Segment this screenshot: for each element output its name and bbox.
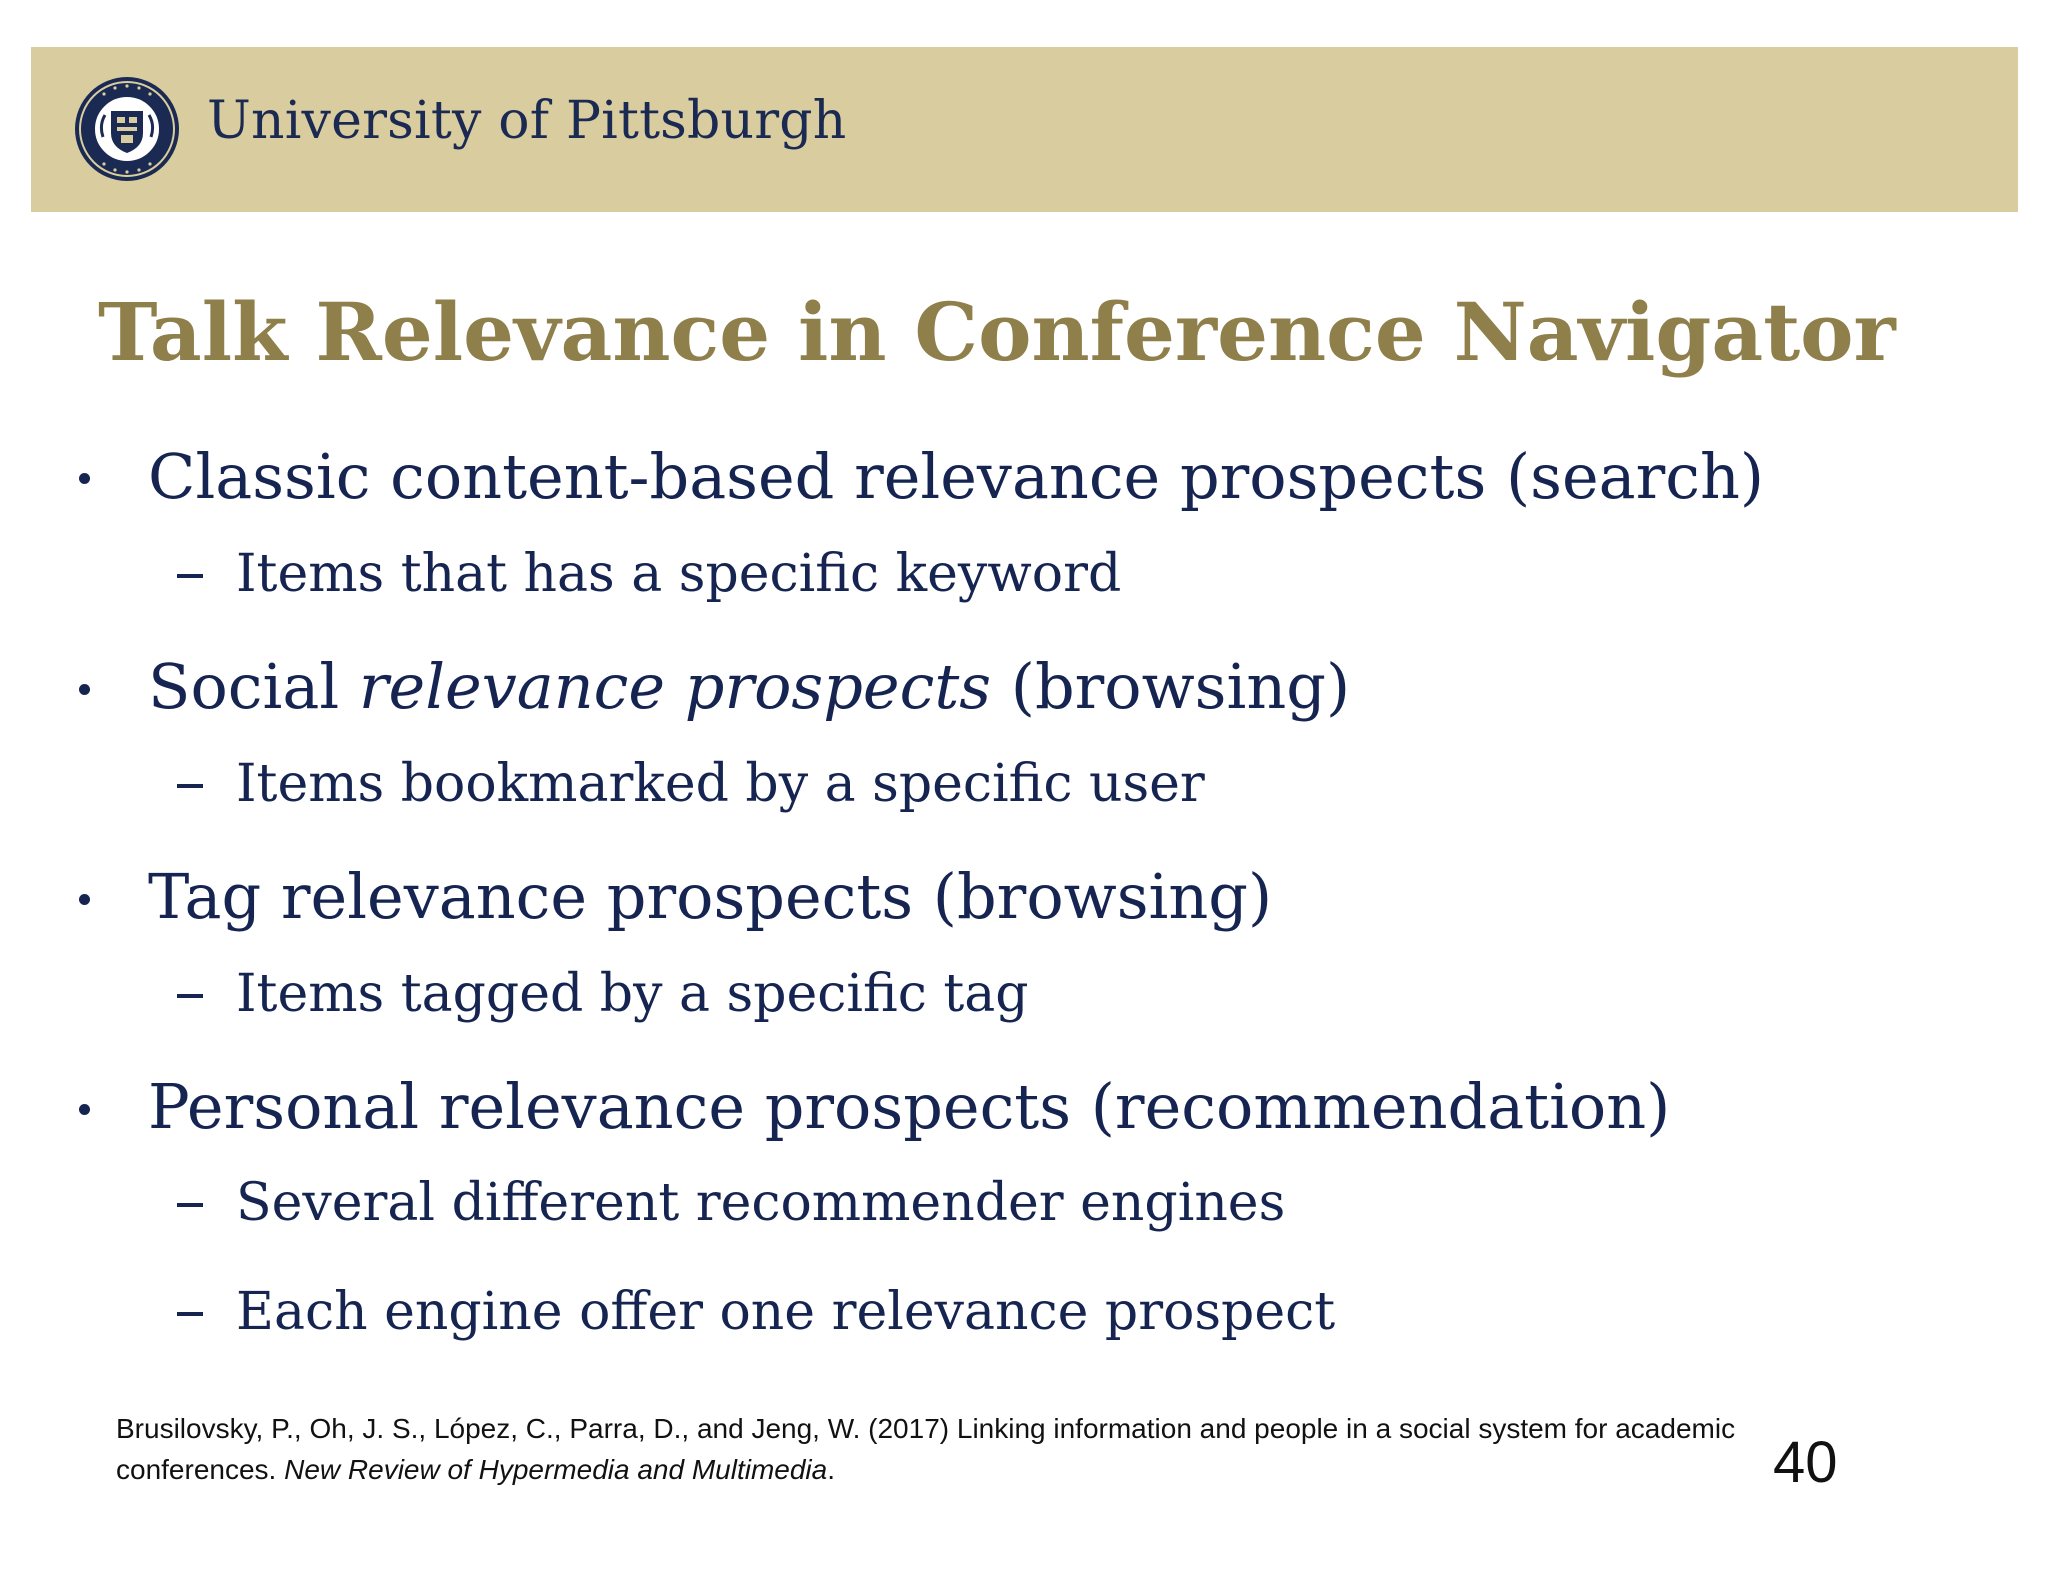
citation-end: . bbox=[827, 1454, 836, 1485]
citation-text: Brusilovsky, P., Oh, J. S., López, C., Parra, D., and Jeng, W. (2017) Linking information and people in a social system for academic conferences. bbox=[116, 1413, 1736, 1485]
citation bbox=[116, 1408, 1796, 1490]
bullet-marker bbox=[79, 894, 90, 905]
bullet-text-after: (browsing) bbox=[991, 650, 1351, 723]
bullet-marker bbox=[79, 473, 90, 484]
slide-title: Talk Relevance in Conference Navigator bbox=[98, 285, 1896, 379]
bullet-item: Personal relevance prospects (recommendation) bbox=[148, 1070, 1671, 1143]
sub-bullet-marker bbox=[177, 574, 203, 578]
bullet-marker bbox=[79, 684, 90, 695]
sub-bullet-item: Items tagged by a specific tag bbox=[236, 964, 1029, 1024]
bullet-marker bbox=[79, 1104, 90, 1115]
sub-bullet-marker bbox=[177, 1312, 203, 1316]
university-name: University of Pittsburgh bbox=[207, 91, 847, 151]
bullet-item: Classic content-based relevance prospects (search) bbox=[148, 440, 1765, 513]
citation-journal: New Review of Hypermedia and Multimedia bbox=[284, 1454, 828, 1485]
sub-bullet-item: Items bookmarked by a specific user bbox=[236, 754, 1205, 814]
sub-bullet-item: Items that has a specific keyword bbox=[236, 544, 1122, 604]
bullet-text-before: Social bbox=[148, 650, 359, 723]
sub-bullet-marker bbox=[177, 784, 203, 788]
sub-bullet-item: Each engine offer one relevance prospect bbox=[236, 1282, 1336, 1342]
sub-bullet-marker bbox=[177, 994, 203, 998]
bullet-item: Tag relevance prospects (browsing) bbox=[148, 860, 1273, 933]
sub-bullet-item: Several different recommender engines bbox=[236, 1173, 1286, 1233]
bullet-text-italic: relevance prospects bbox=[358, 650, 992, 723]
page-number: 40 bbox=[1773, 1430, 1838, 1495]
sub-bullet-marker bbox=[177, 1203, 203, 1207]
bullet-item bbox=[148, 650, 1351, 723]
